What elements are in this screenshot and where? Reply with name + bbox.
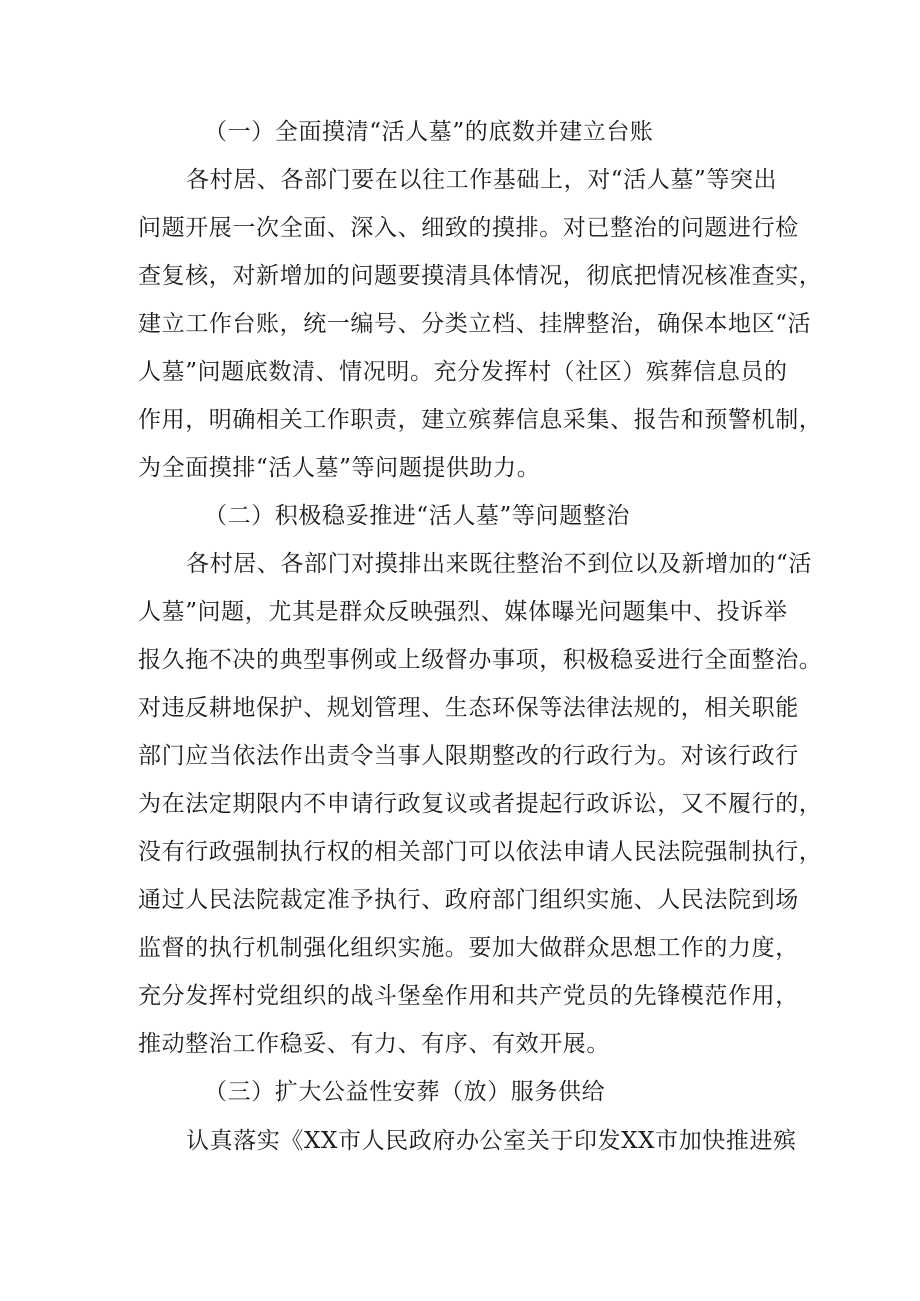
paragraph-line: 为全面摸排“活人墓”等问题提供助力。 [138,455,541,481]
paragraph-line: 为在法定期限内不申请行政复议或者提起行政诉讼，又不履行的， [138,791,823,817]
paragraph-line: 报久拖不决的典型事例或上级督办事项，积极稳妥进行全面整治。 [138,647,823,673]
paragraph-line: 通过人民法院裁定准予执行、政府部门组织实施、人民法院到场 [138,887,799,913]
paragraph-line: 作用，明确相关工作职责，建立殡葬信息采集、报告和预警机制， [138,407,823,433]
section-heading-1: （一）全面摸清“活人墓”的底数并建立台账 [204,119,654,145]
section-heading-3: （三）扩大公益性安葬（放）服务供给 [204,1079,606,1105]
paragraph-line: 人墓”问题，尤其是群众反映强烈、媒体曝光问题集中、投诉举 [138,599,788,625]
paragraph-line: 对违反耕地保护、规划管理、生态环保等法律法规的，相关职能 [138,695,799,721]
paragraph-line: 没有行政强制执行权的相关部门可以依法申请人民法院强制执行， [138,839,823,865]
section-heading-2: （二）积极稳妥推进“活人墓”等问题整治 [204,503,630,529]
paragraph-line: 查复核，对新增加的问题要摸清具体情况，彻底把情况核准查实， [138,263,823,289]
paragraph-line: 各村居、各部门对摸排出来既往整治不到位以及新增加的“活 [186,551,812,577]
paragraph-line: 人墓”问题底数清、情况明。充分发挥村（社区）殡葬信息员的 [138,359,788,385]
paragraph-line: 问题开展一次全面、深入、细致的摸排。对已整治的问题进行检 [138,215,799,241]
paragraph-line: 充分发挥村党组织的战斗堡垒作用和共产党员的先锋模范作用， [138,983,799,1009]
paragraph-line: 建立工作台账，统一编号、分类立档、挂牌整治，确保本地区“活 [138,311,812,337]
paragraph-line: 部门应当依法作出责令当事人限期整改的行政行为。对该行政行 [138,743,799,769]
paragraph-line: 监督的执行机制强化组织实施。要加大做群众思想工作的力度， [138,935,799,961]
paragraph-line: 各村居、各部门要在以往工作基础上，对“活人墓”等突出 [186,167,778,193]
paragraph-line: 推动整治工作稳妥、有力、有序、有效开展。 [138,1031,610,1057]
paragraph-line: 认真落实《XX市人民政府办公室关于印发XX市加快推进殡 [186,1128,797,1154]
